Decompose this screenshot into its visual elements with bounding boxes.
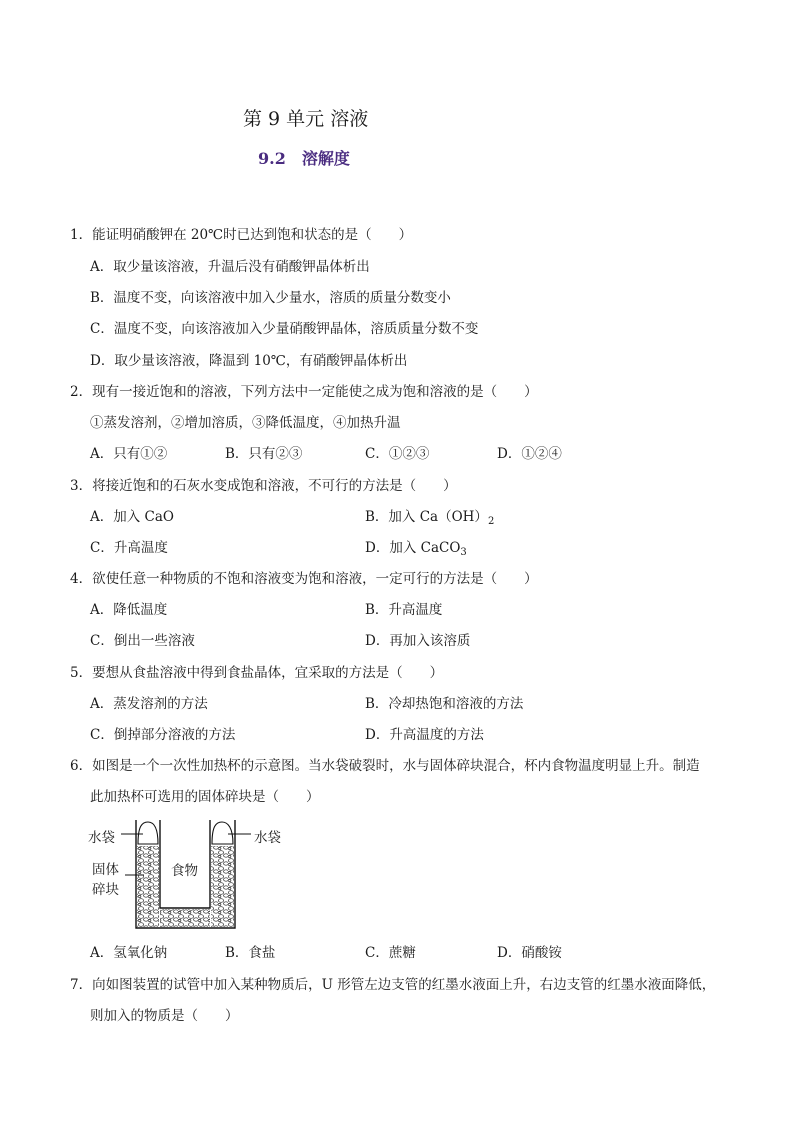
question-7-stem-line-1: 7．向如图装置的试管中加入某种物质后，U 形管左边支管的红墨水液面上升，右边支管的红墨水液面降低， [70,977,716,993]
label-solid-line-1: 固体 [92,862,119,878]
question-4-option-a: A．降低温度 [90,602,168,618]
label-solid-line-2: 碎块 [92,882,119,898]
question-7-stem-line-2: 则加入的物质是（ ） [90,1008,239,1024]
question-5-option-a: A．蒸发溶剂的方法 [90,696,208,712]
question-1-option-c: C．温度不变，向该溶液加入少量硝酸钾晶体，溶质质量分数不变 [90,321,479,337]
question-6-option-d: D．硝酸铵 [497,945,562,961]
question-3-option-c: C．升高温度 [90,540,168,556]
question-4-stem: 4．欲使任意一种物质的不饱和溶液变为饱和溶液，一定可行的方法是（ ） [70,571,538,587]
question-3-option-a: A．加入 CaO [90,509,174,525]
question-4-option-d: D．再加入该溶质 [365,633,471,649]
question-6-stem-line-1: 6．如图是一个一次性加热杯的示意图。当水袋破裂时，水与固体碎块混合，杯内食物温度明显上升。制造 [70,758,700,774]
label-water-bag-left: 水袋 [88,830,115,846]
question-5-option-b: B．冷却热饱和溶液的方法 [365,696,524,712]
question-6-option-b: B．食盐 [225,945,276,961]
label-food: 食物 [171,863,198,879]
question-6-option-a: A．氢氧化钠 [90,945,168,961]
section-name: 溶解度 [301,149,350,168]
question-4-option-c: C．倒出一些溶液 [90,633,195,649]
question-2-option-b: B．只有②③ [225,446,303,462]
question-1-option-b: B．温度不变，向该溶液中加入少量水，溶质的质量分数变小 [90,290,451,306]
question-1-option-a: A．取少量该溶液，升温后没有硝酸钾晶体析出 [90,259,370,275]
question-5-stem: 5．要想从食盐溶液中得到食盐晶体，宜采取的方法是（ ） [70,665,444,681]
question-4-option-b: B．升高温度 [365,602,443,618]
question-6-stem-line-2: 此加热杯可选用的固体碎块是（ ） [90,789,320,805]
question-1-stem: 1．能证明硝酸钾在 20℃时已达到饱和状态的是（ ） [70,227,413,243]
question-3-option-b [365,508,494,531]
question-2-conditions: ①蒸发溶剂，②增加溶质，③降低温度，④加热升温 [90,415,401,431]
question-6-option-c: C．蔗糖 [365,945,416,961]
question-2-option-c: C．①②③ [365,446,430,462]
section-number: 9.2 [258,149,286,168]
question-3-stem: 3．将接近饱和的石灰水变成饱和溶液，不可行的方法是（ ） [70,478,457,494]
heating-cup-diagram [88,818,298,933]
question-2-option-d: D．①②④ [497,446,562,462]
question-3-option-d-text: D．加入 CaCO [365,540,461,556]
question-5-option-c: C．倒掉部分溶液的方法 [90,727,236,743]
question-5-option-d: D．升高温度的方法 [365,727,484,743]
question-1-option-d: D．取少量该溶液，降温到 10℃，有硝酸钾晶体析出 [90,353,408,369]
subscript: 2 [487,516,495,527]
page-title: 第 9 单元 溶液 [243,108,369,130]
question-2-option-a: A．只有①② [90,446,168,462]
section-title [258,146,350,169]
subscript: 3 [460,547,467,558]
question-3-option-d [365,539,467,562]
question-2-stem: 2．现有一接近饱和的溶液，下列方法中一定能使之成为饱和溶液的是（ ） [70,384,538,400]
question-3-option-b-text: B．加入 Ca（OH） [365,509,488,525]
label-water-bag-right: 水袋 [254,830,281,846]
